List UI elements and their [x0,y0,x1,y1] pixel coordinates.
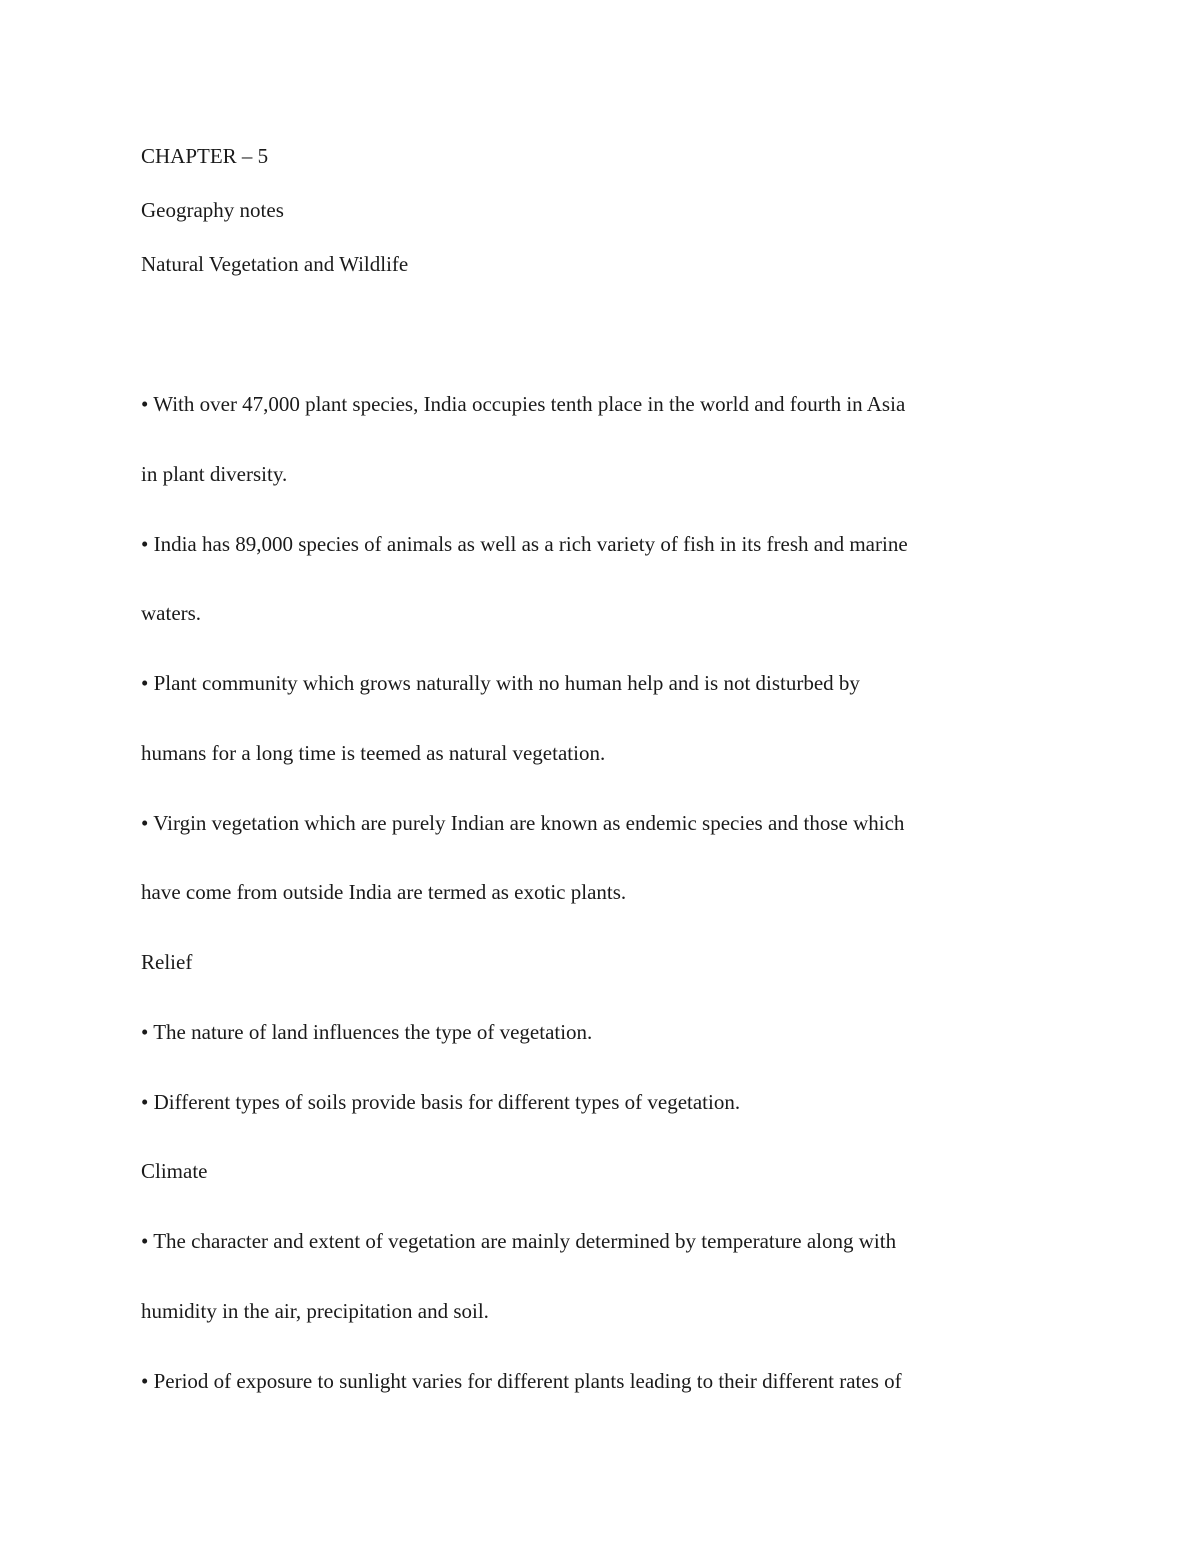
bullet-line: have come from outside India are termed as exotic plants. [141,880,627,904]
bullet-line: • The character and extent of vegetation are mainly determined by temperature along with [141,1229,897,1253]
bullet-line: humans for a long time is teemed as natural vegetation. [141,741,606,765]
bullet-line: in plant diversity. [141,462,288,486]
bullet-line: • Period of exposure to sunlight varies for different plants leading to their different rates of [141,1369,902,1393]
bullet-line: • India has 89,000 species of animals as well as a rich variety of fish in its fresh and marine [141,532,908,556]
bullet-line: humidity in the air, precipitation and soil. [141,1299,489,1323]
bullet-line: • With over 47,000 plant species, India occupies tenth place in the world and fourth in Asia [141,392,906,416]
section-heading-climate: Climate [141,1159,208,1183]
bullet-line: • Different types of soils provide basis for different types of vegetation. [141,1090,741,1114]
page-title: Natural Vegetation and Wildlife [141,252,409,276]
bullet-line: • Plant community which grows naturally with no human help and is not disturbed by [141,671,860,695]
subject-heading: Geography notes [141,198,284,222]
section-heading-relief: Relief [141,950,193,974]
chapter-heading: CHAPTER – 5 [141,144,269,168]
bullet-line: waters. [141,601,202,625]
bullet-line: • Virgin vegetation which are purely Indian are known as endemic species and those which [141,811,905,835]
bullet-line: • The nature of land influences the type of vegetation. [141,1020,593,1044]
